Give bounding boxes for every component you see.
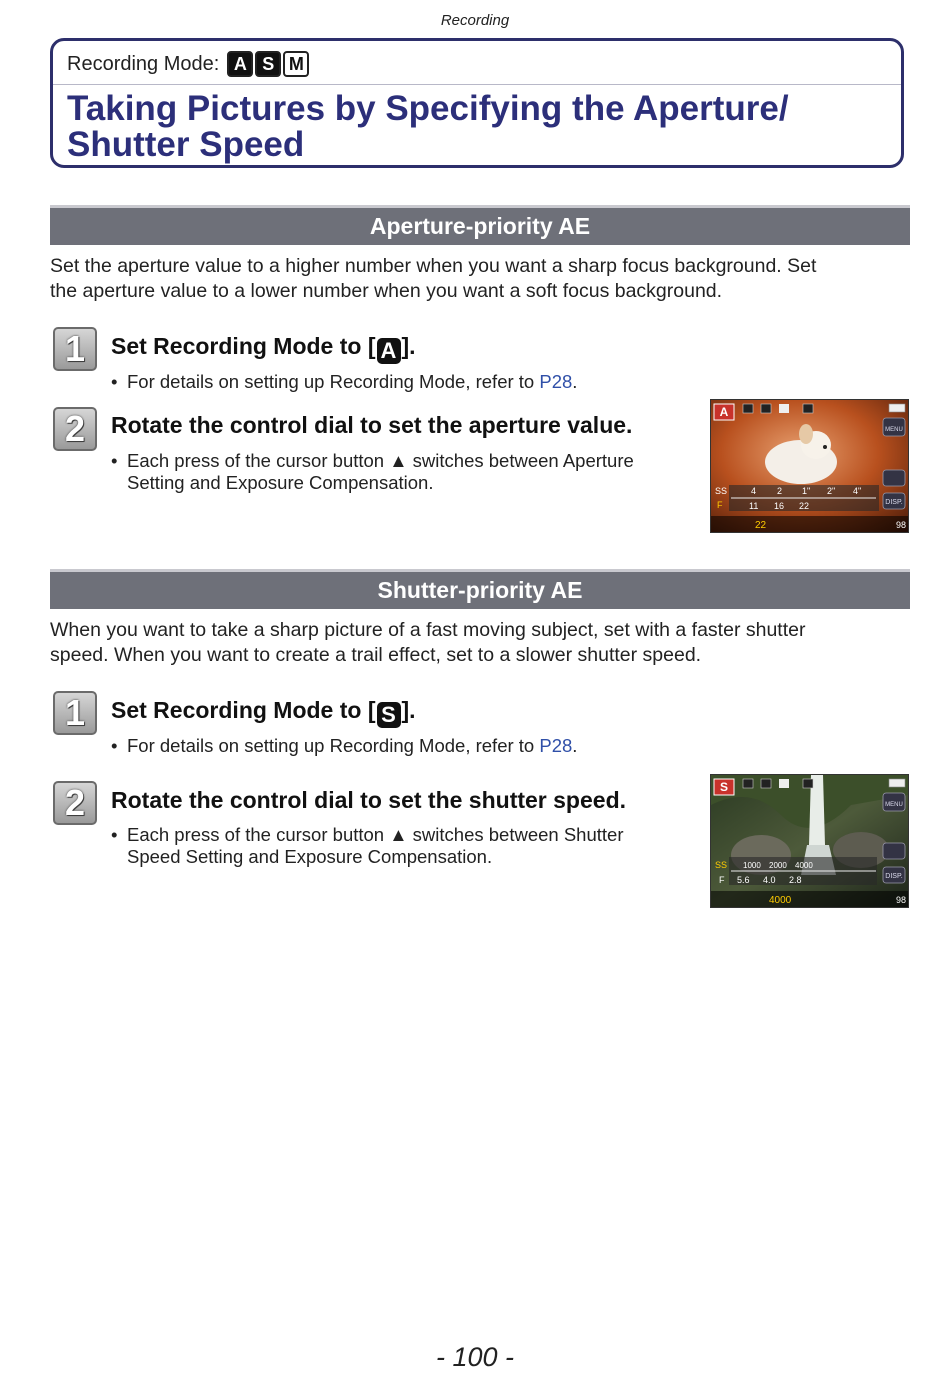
ss-label: SS — [715, 860, 728, 870]
aperture-step2-heading: Rotate the control dial to set the aperture value. — [111, 412, 633, 438]
disp-label: DISP. — [885, 499, 903, 506]
shutter-section-heading: Shutter-priority AE — [50, 569, 910, 609]
scale-bottom-1: 11 — [749, 501, 759, 511]
aperture-step1-note-end: . — [572, 371, 578, 392]
shutter-step1-text: Set Recording Mode to [ — [111, 697, 376, 723]
aperture-step1-note-text: For details on setting up Recording Mode, refer to — [127, 371, 540, 392]
ss-label: SS — [715, 486, 728, 496]
battery-icon — [889, 779, 905, 787]
menu-label: MENU — [885, 802, 903, 808]
shutter-step2-note: • Each press of the cursor button ▲ switches between Shutter Speed Setting and Exposure Compensation. — [111, 824, 624, 867]
aperture-intro-line2: the aperture value to a lower number when you want a soft focus background. — [50, 280, 723, 302]
mode-s-icon: S — [255, 51, 281, 77]
exit-button — [883, 470, 905, 486]
recording-mode-label: Recording Mode: — [67, 52, 220, 75]
shutter-step2-note-line2: Speed Setting and Exposure Compensation. — [127, 846, 493, 867]
aperture-camera-screen — [710, 399, 909, 533]
exit-button — [883, 843, 905, 859]
recording-mode-row — [67, 51, 309, 77]
shutter-camera-screen — [710, 774, 909, 908]
mode-a-icon: A — [227, 51, 253, 77]
shot-count: 98 — [896, 520, 907, 530]
shutter-step1-text-end: ]. — [401, 697, 416, 723]
scale-bottom-1: 5.6 — [737, 875, 750, 885]
shutter-intro-line2: speed. When you want to create a trail effect, set to a slower shutter speed. — [50, 644, 702, 666]
mode-m-icon: M — [283, 51, 309, 77]
aperture-step1-heading — [111, 333, 416, 364]
aperture-intro-line1: Set the aperture value to a higher number when you want a sharp focus background. Set — [50, 255, 817, 277]
scale-top-4: 2" — [827, 486, 836, 496]
aperture-step2-note-line2: Setting and Exposure Compensation. — [127, 472, 434, 493]
shutter-step2-note-line1: Each press of the cursor button ▲ switches between Shutter — [127, 824, 624, 845]
scale-bottom-2: 16 — [774, 501, 785, 511]
mode-badge-letter: S — [719, 780, 729, 794]
page-title-line2: Shutter Speed — [67, 125, 305, 164]
page-number: - 100 - — [435, 1342, 515, 1372]
title-box — [50, 38, 904, 168]
scale-top-5: 4" — [853, 486, 862, 496]
page-title-line1: Taking Pictures by Specifying the Aperture/ — [67, 89, 789, 128]
scale-bottom-2: 4.0 — [763, 875, 776, 885]
mode-s-icon: S — [377, 702, 401, 728]
aperture-step2-note-line1: Each press of the cursor button ▲ switches between Aperture — [127, 450, 634, 471]
aperture-step1-text-end: ]. — [401, 333, 416, 359]
menu-label: MENU — [885, 427, 903, 433]
battery-icon — [889, 404, 905, 412]
aperture-step1-p28-link[interactable]: P28 — [539, 371, 573, 392]
shutter-step1-number: 1 — [53, 691, 97, 735]
scale-top-2: 2000 — [769, 861, 787, 870]
shot-count: 98 — [896, 895, 907, 905]
disp-label: DISP. — [885, 873, 903, 880]
aperture-step2-number: 2 — [53, 407, 97, 451]
scale-top-3: 4000 — [795, 861, 813, 870]
running-head: Recording — [440, 12, 510, 29]
shutter-step1-note-end: . — [572, 735, 578, 756]
aperture-step1-note: • For details on setting up Recording Mode, refer to P28. — [111, 371, 578, 392]
f-label: F — [719, 875, 725, 885]
scale-bottom-3: 2.8 — [789, 875, 802, 885]
shutter-step1-note-text: For details on setting up Recording Mode, refer to — [127, 735, 540, 756]
aperture-step1-text: Set Recording Mode to [ — [111, 333, 376, 359]
aperture-section-heading: Aperture-priority AE — [50, 205, 910, 245]
mode-badge-letter: A — [719, 405, 729, 419]
f-label: F — [717, 500, 723, 510]
scale-top-1: 4 — [751, 486, 757, 496]
scale-bottom-3: 22 — [799, 501, 810, 511]
scale-top-2: 2 — [777, 486, 783, 496]
bottom-value: 4000 — [769, 895, 792, 906]
mode-icons — [227, 51, 309, 77]
shutter-step1-note: • For details on setting up Recording Mode, refer to P28. — [111, 735, 578, 756]
title-divider — [53, 84, 901, 85]
shutter-intro — [50, 618, 910, 668]
shutter-step1-heading — [111, 697, 416, 728]
aperture-step2-note: • Each press of the cursor button ▲ switches between Aperture Setting and Exposure Compensation. — [111, 450, 634, 493]
mode-a-icon: A — [377, 338, 401, 364]
shutter-step2-heading: Rotate the control dial to set the shutter speed. — [111, 787, 627, 813]
shutter-intro-line1: When you want to take a sharp picture of a fast moving subject, set with a faster shutter — [50, 619, 806, 641]
scale-top-1: 1000 — [743, 861, 761, 870]
scale-top-3: 1" — [802, 486, 811, 496]
aperture-intro — [50, 254, 910, 304]
shutter-step2-number: 2 — [53, 781, 97, 825]
bottom-value: 22 — [755, 520, 767, 531]
aperture-step1-number: 1 — [53, 327, 97, 371]
page-title — [67, 91, 881, 163]
shutter-step1-p28-link[interactable]: P28 — [539, 735, 573, 756]
